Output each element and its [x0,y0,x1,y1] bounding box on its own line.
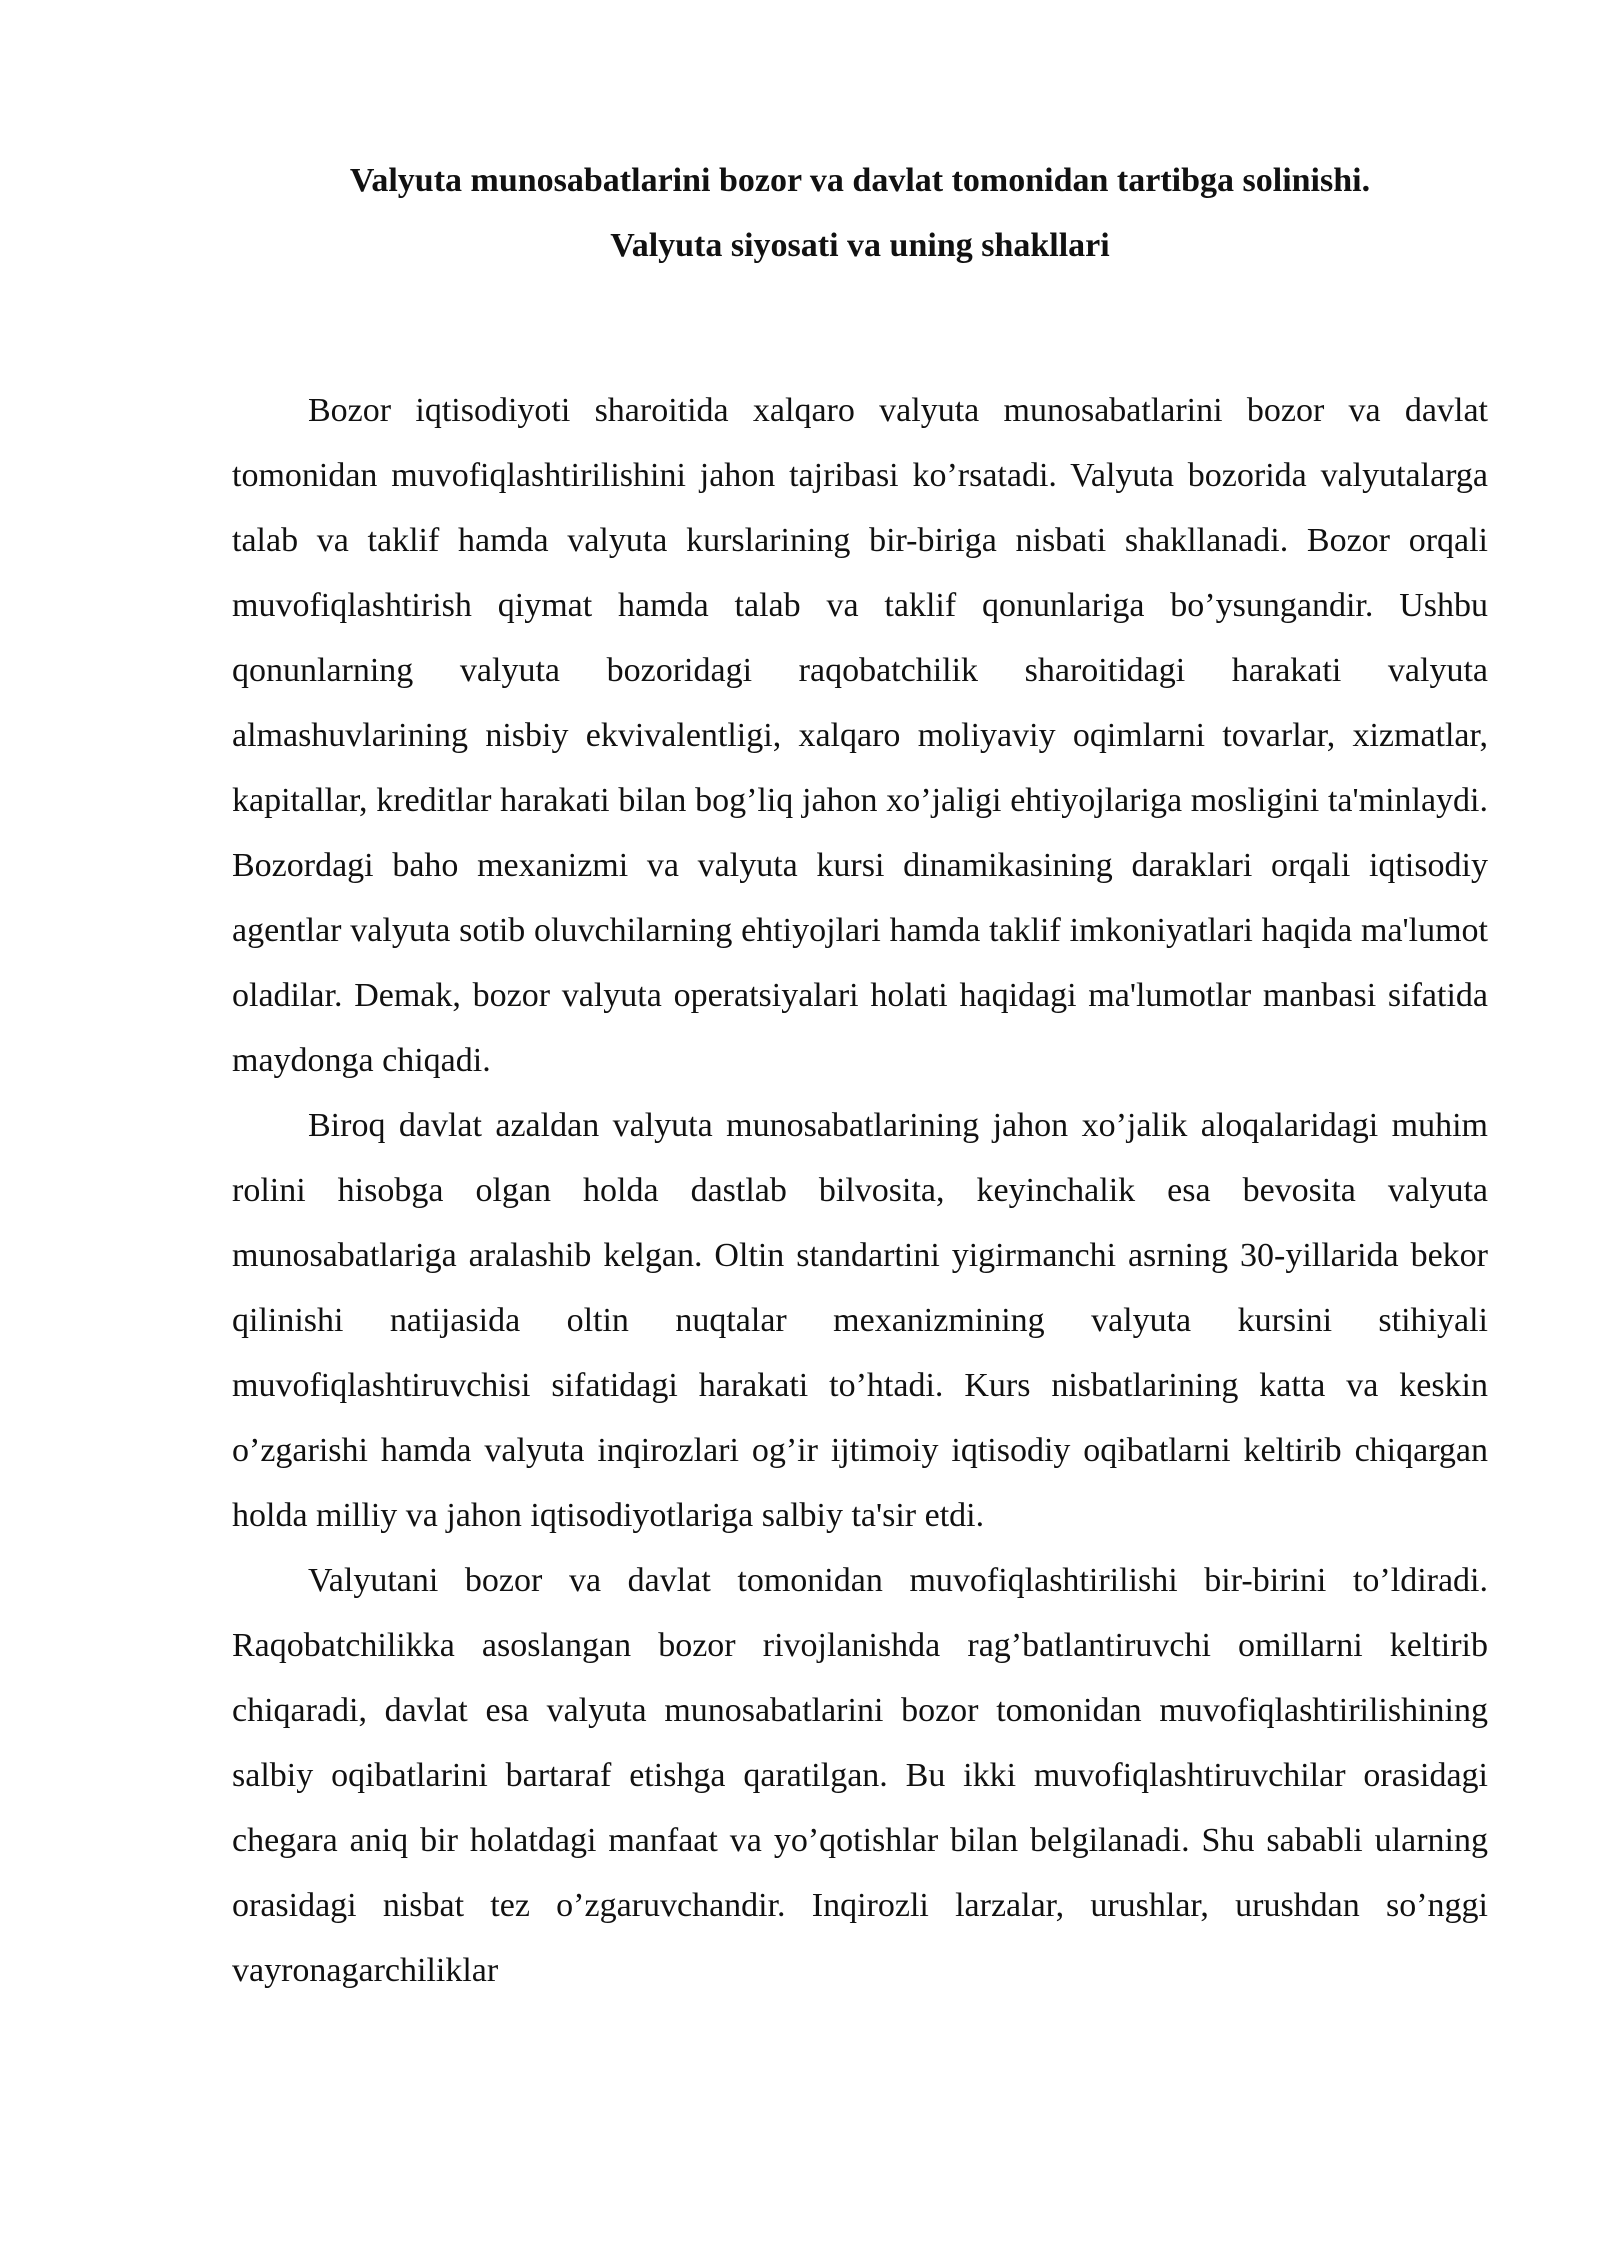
title-line-2: Valyuta siyosati va uning shakllari [610,227,1110,264]
document-body [232,378,1488,2003]
title-line-1: Valyuta munosabatlarini bozor va davlat tomonidan tartibga solinishi. [349,162,1371,199]
document-title [232,148,1488,278]
paragraph-1: Bozor iqtisodiyoti sharoitida xalqaro valyuta munosabatlarini bozor va davlat tomonidan muvofiqlashtirilishini jahon tajribasi ko’rsatadi. Valyuta bozorida valyutalarga talab va taklif hamda valyuta kurslarining bir-biriga nisbati shakllanadi. Bozor orqali muvofiqlashtirish qiymat hamda talab va taklif qonunlariga bo’ysungandir. Ushbu qonunlarning valyuta bozoridagi raqobatchilik sharoitidagi harakati valyuta almashuvlarining nisbiy ekvivalentligi, xalqaro moliyaviy oqimlarni tovarlar, xizmatlar, kapitallar, kreditlar harakati bilan bog’liq jahon xo’jaligi ehtiyojlariga mosligini ta'minlaydi. Bozordagi baho mexanizmi va valyuta kursi dinamikasining daraklari orqali iqtisodiy agentlar valyuta sotib oluvchilarning ehtiyojlari hamda taklif imkoniyatlari haqida ma'lumot oladilar. Demak, bozor valyuta operatsiyalari holati haqidagi ma'lumotlar manbasi sifatida maydonga chiqadi. [232,392,1488,1079]
paragraph-2: Biroq davlat azaldan valyuta munosabatlarining jahon xo’jalik aloqalaridagi muhim rolini hisobga olgan holda dastlab bilvosita, keyinchalik esa bevosita valyuta munosabatlariga aralashib kelgan. Oltin standartini yigirmanchi asrning 30-yillarida bekor qilinishi natijasida oltin nuqtalar mexanizmining valyuta kursini stihiyali muvofiqlashtiruvchisi sifatidagi harakati to’htadi. Kurs nisbatlarining katta va keskin o’zgarishi hamda valyuta inqirozlari og’ir ijtimoiy iqtisodiy oqibatlarni keltirib chiqargan holda milliy va jahon iqtisodiyotlariga salbiy ta'sir etdi. [232,1107,1488,1534]
document-page [232,148,1488,2003]
paragraph-3: Valyutani bozor va davlat tomonidan muvofiqlashtirilishi bir-birini to’ldiradi. Raqobatchilikka asoslangan bozor rivojlanishda rag’batlantiruvchi omillarni keltirib chiqaradi, davlat esa valyuta munosabatlarini bozor tomonidan muvofiqlashtirilishining salbiy oqibatlarini bartaraf etishga qaratilgan. Bu ikki muvofiqlashtiruvchilar orasidagi chegara aniq bir holatdagi manfaat va yo’qotishlar bilan belgilanadi. Shu sababli ularning orasidagi nisbat tez o’zgaruvchandir. Inqirozli larzalar, urushlar, urushdan so’nggi vayronagarchiliklar [232,1562,1488,1989]
